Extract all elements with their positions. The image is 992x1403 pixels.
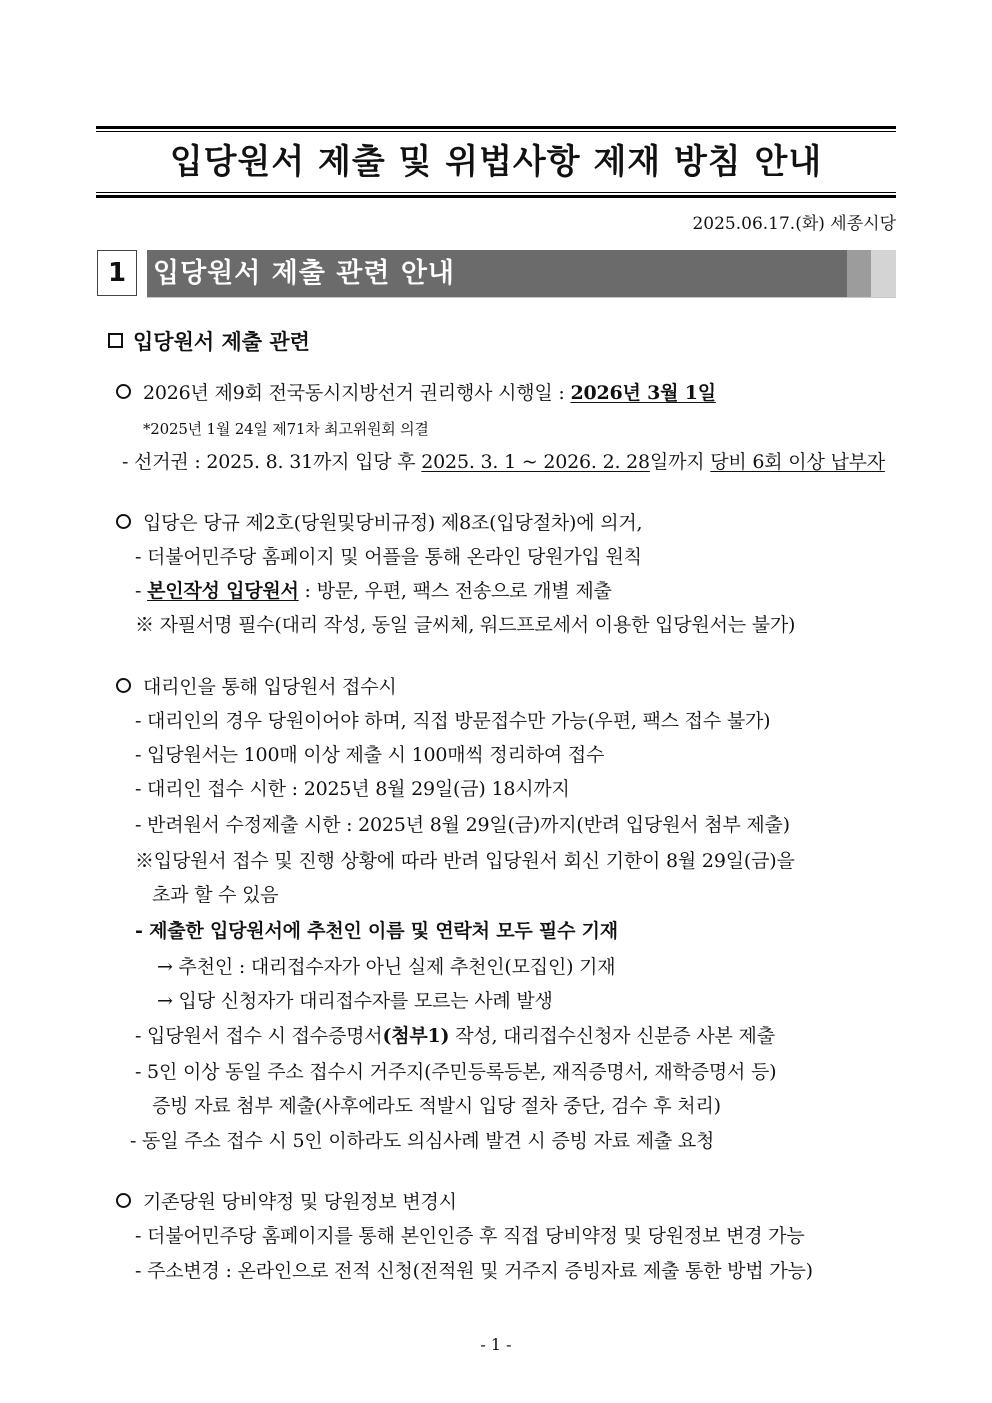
group3-line13: 증빙 자료 첨부 제출(사후에라도 적발시 입당 절차 중단, 검수 후 처리): [152, 1095, 721, 1117]
group3-line9: → 추천인 : 대리접수자가 아닌 실제 추천인(모집인) 기재: [157, 956, 616, 978]
group2-line1: 입당은 당규 제2호(당원및당비규정) 제8조(입당절차)에 의거,: [116, 510, 642, 536]
group3-line6: ※입당원서 접수 및 진행 상황에 따라 반려 입당원서 회신 기한이 8월 29일(금)을: [135, 850, 795, 872]
group3-line1: 대리인을 통해 입당원서 접수시: [116, 674, 397, 700]
section-number: 1: [97, 250, 137, 296]
group4-line3: - 주소변경 : 온라인으로 전적 신청(전적원 및 거주지 증빙자료 제출 통한 방법 가능): [135, 1260, 813, 1282]
page-title: 입당원서 제출 및 위법사항 제재 방침 안내: [169, 142, 823, 182]
title-bottom-rule-thin: [96, 192, 896, 193]
title-bottom-rule: [96, 195, 896, 198]
square-bullet-icon: [108, 333, 123, 348]
election-date: 2026년 3월 1일: [570, 382, 716, 404]
section-title: 입당원서 제출 관련 안내: [147, 250, 847, 298]
title-top-rule-thin: [96, 131, 896, 132]
group1-note: *2025년 1월 24일 제71차 최고위원회 의결: [143, 420, 429, 438]
group3-line5: - 반려원서 수정제출 시한 : 2025년 8월 29일(금)까지(반려 입당원서 첨부 제출): [135, 814, 790, 836]
circle-bullet-icon: [116, 384, 131, 399]
group3-line11: - 입당원서 접수 시 접수증명서(첨부1) 작성, 대리접수신청자 신분증 사본 제출: [135, 1025, 775, 1047]
group3-line12: - 5인 이상 동일 주소 접수시 거주지(주민등록등본, 재직증명서, 재학증명서 등): [135, 1061, 777, 1083]
circle-bullet-icon: [116, 1193, 131, 1208]
group3-line10: → 입당 신청자가 대리접수자를 모르는 사례 발생: [157, 990, 553, 1012]
group2-line3: - 본인작성 입당원서 : 방문, 우편, 팩스 전송으로 개별 제출: [135, 580, 612, 602]
attachment-ref: (첨부1): [382, 1025, 450, 1047]
group1-line1: 2026년 제9회 전국동시지방선거 권리행사 시행일 : 2026년 3월 1일: [116, 380, 716, 406]
section-bar-accent-light: [871, 250, 896, 298]
dues-requirement: 당비 6회 이상 납부자: [710, 451, 885, 473]
group3-line14: - 동일 주소 접수 시 5인 이하라도 의심사례 발견 시 증빙 자료 제출 요청: [130, 1130, 715, 1152]
title-top-rule: [96, 126, 896, 129]
group4-line2: - 더불어민주당 홈페이지를 통해 본인인증 후 직접 당비약정 및 당원정보 변경 가능: [135, 1225, 805, 1247]
group3-line2: - 대리인의 경우 당원이어야 하며, 직접 방문접수만 가능(우편, 팩스 접수 불가): [135, 710, 771, 732]
group2-line4: ※ 자필서명 필수(대리 작성, 동일 글씨체, 워드프로세서 이용한 입당원서는 불가): [135, 614, 796, 636]
circle-bullet-icon: [116, 514, 131, 529]
date-org: 2025.06.17.(화) 세종시당: [692, 214, 896, 234]
group3-line7: 초과 할 수 있음: [152, 884, 279, 906]
page-number: - 1 -: [480, 1335, 512, 1354]
self-written-form: 본인작성 입당원서: [147, 580, 299, 602]
group2-line2: - 더불어민주당 홈페이지 및 어플을 통해 온라인 당원가입 원칙: [135, 546, 642, 568]
circle-bullet-icon: [116, 678, 131, 693]
dues-period: 2025. 3. 1 ~ 2026. 2. 28: [421, 451, 650, 473]
subheading-text: 입당원서 제출 관련: [133, 330, 310, 354]
group1-line3: - 선거권 : 2025. 8. 31까지 입당 후 2025. 3. 1 ~ 2026. 2. 28일까지 당비 6회 이상 납부자: [122, 451, 885, 473]
group4-line1: 기존당원 당비약정 및 당원정보 변경시: [116, 1189, 457, 1215]
section-bar-accent: [847, 250, 871, 298]
group3-line3: - 입당원서는 100매 이상 제출 시 100매씩 정리하여 접수: [135, 744, 605, 766]
section-underline: [147, 297, 896, 298]
group3-line4: - 대리인 접수 시한 : 2025년 8월 29일(금) 18시까지: [135, 778, 570, 800]
group3-line8: - 제출한 입당원서에 추천인 이름 및 연락처 모두 필수 기재: [135, 920, 618, 942]
subheading: [108, 328, 310, 356]
